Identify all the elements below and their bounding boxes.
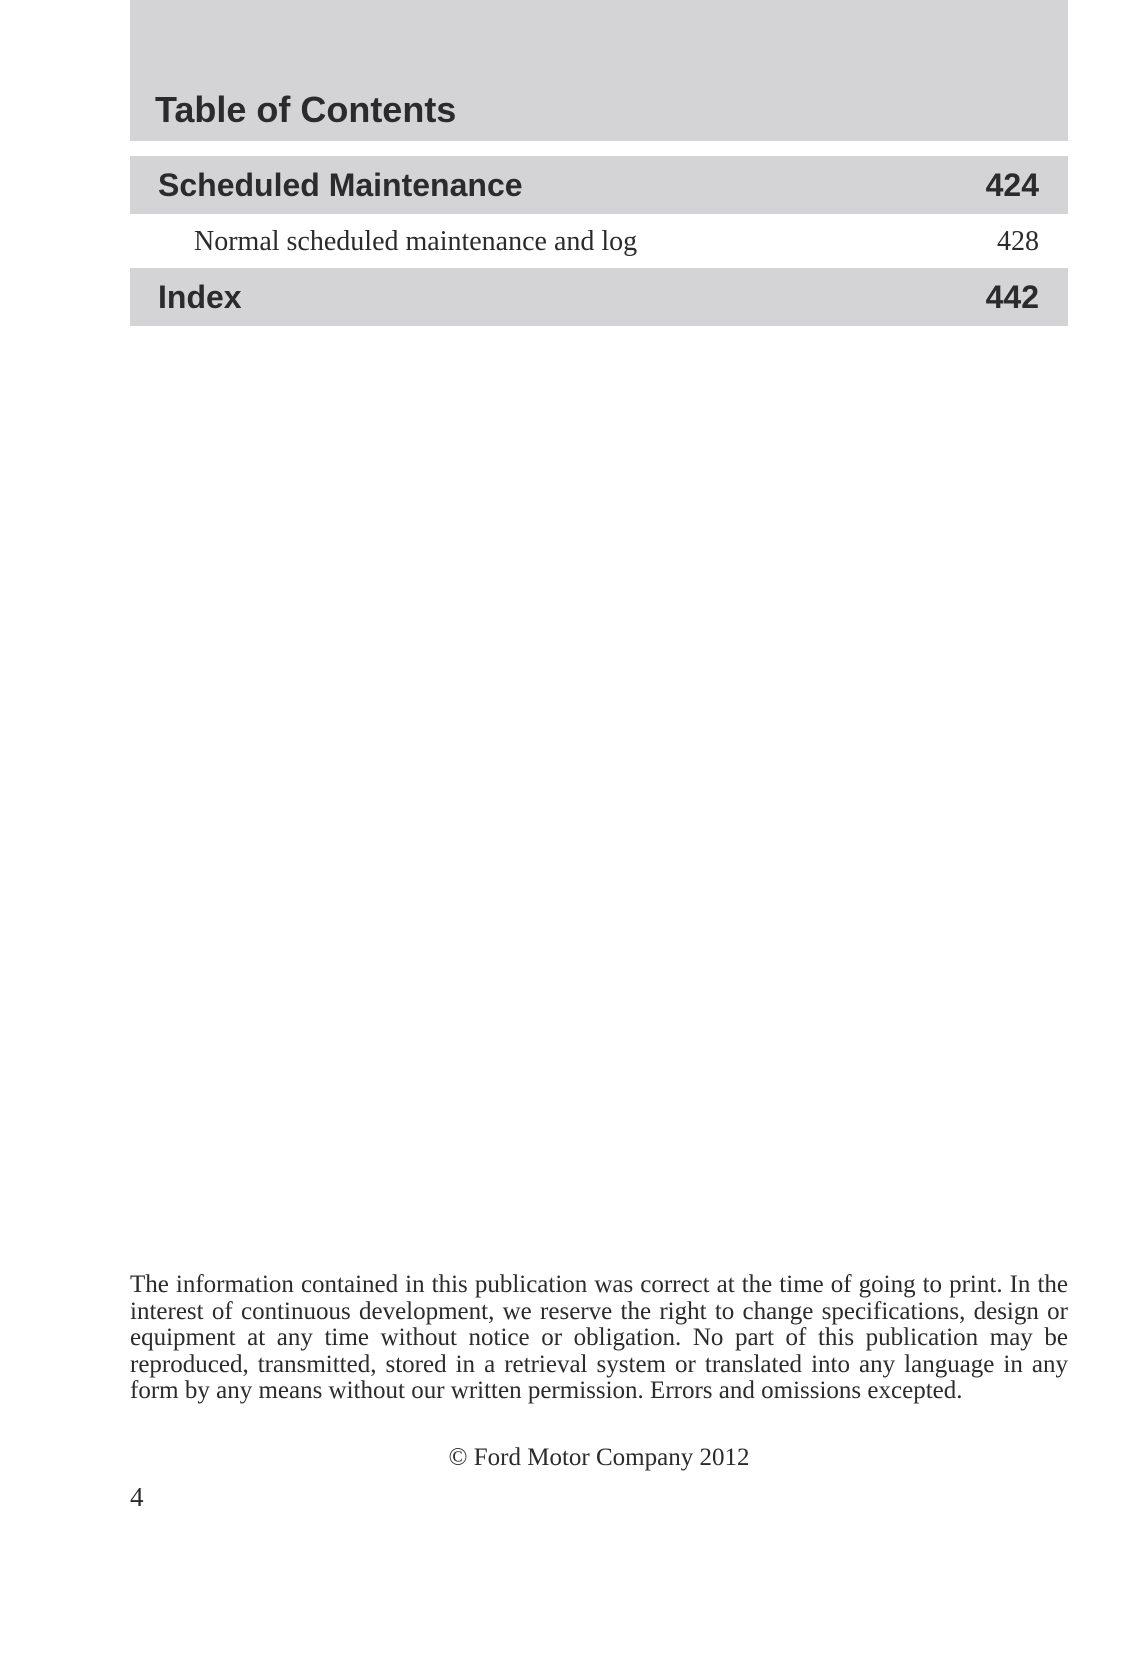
page-number: 4: [130, 1482, 144, 1512]
toc-subentry-page: 428: [997, 226, 1039, 257]
toc-entry-index[interactable]: [130, 268, 1068, 326]
toc-entry-page: 424: [985, 167, 1039, 203]
toc-entry-label: Index: [158, 279, 242, 315]
toc-entry-scheduled-maintenance[interactable]: [130, 156, 1068, 214]
page-title: Table of Contents: [155, 89, 457, 130]
toc-subentry-normal-scheduled-maintenance[interactable]: [130, 212, 1068, 266]
copyright-notice: © Ford Motor Company 2012: [448, 1444, 750, 1471]
toc-entry-page: 442: [985, 279, 1039, 315]
disclaimer-text: The information contained in this publication was correct at the time of going to print. In the interest of continuous development, we reserve the right to change specifications, design or equipment at any time without notice or obligation. No part of this publication may be reproduced, transmitted, stored in a retrieval system or translated into any language in any form by any means without our written permission. Errors and omissions excepted.: [130, 1271, 1068, 1404]
toc-entry-label: Scheduled Maintenance: [158, 167, 523, 203]
toc-subentry-label: Normal scheduled maintenance and log: [194, 226, 638, 257]
toc-header-band: [130, 0, 1068, 141]
